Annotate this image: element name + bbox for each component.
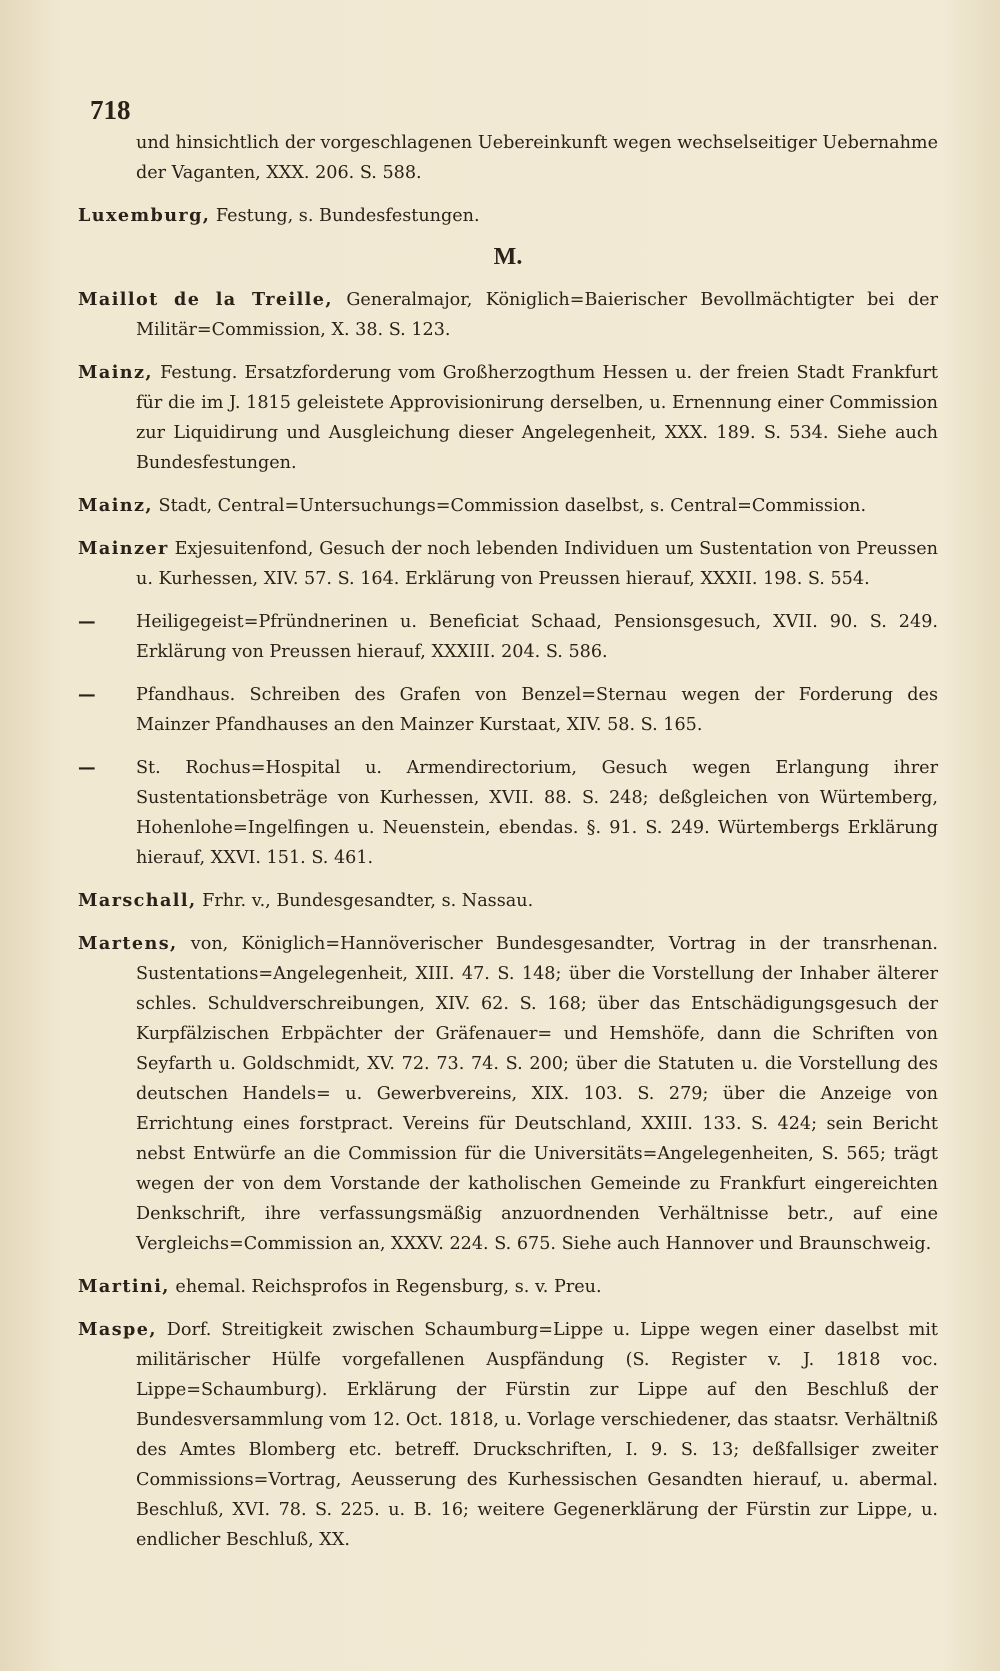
entry-text: Dorf. Streitigkeit zwischen Schaumburg=Lippe u. Lippe wegen einer daselbst mit militärischer Hülfe vorgefallenen Auspfändung (S. Register v. J. 1818 voc. Lippe=Schaumburg). Erklärung der Fürstin zur Lippe auf den Beschluß der Bundesversammlung vom 12. Oct. 1818, u. Vorlage verschiedener, das staatsr. Verhältniß des Amtes Blomberg etc. betreff. Druckschriften, I. 9. S. 13; deßfallsiger zweiter Commissions=Vortrag, Aeusserung des Kurhessischen Gesandten hierauf, u. abermal. Beschluß, XVI. 78. S. 225. u. B. 16; weitere Gegenerklärung der Fürstin zur Lippe, u. endlicher Beschluß, XX.: [136, 1320, 938, 1550]
entry-text: Festung. Ersatzforderung vom Großherzogthum Hessen u. der freien Stadt Frankfurt für die im J. 1815 geleistete Approvisionirung derselben, u. Ernennung einer Commission zur Liquidirung und Ausgleichung dieser Angelegenheit, XXX. 189. S. 534. Siehe auch Bundesfestungen.: [136, 363, 938, 473]
entry-headword: Mainzer: [78, 538, 169, 559]
entry-headword: Mainz,: [78, 362, 153, 383]
entry-text: von, Königlich=Hannöverischer Bundesgesandter, Vortrag in der transrhenan. Sustentations=Angelegenheit, XIII. 47. S. 148; über die Vorstellung der Inhaber älterer schles. Schuldverschreibungen, XIV. 62. S. 168; über das Entschädigungsgesuch der Kurpfälzischen Erbpächter der Gräfenauer= und Hemshöfe, dann die Schriften von Seyfarth u. Goldschmidt, XV. 72. 73. 74. S. 200; über die Statuten u. die Vorstellung des deutschen Handels= u. Gewerbvereins, XIX. 103. S. 279; über die Anzeige von Errichtung eines forstpract. Vereins für Deutschland, XXIII. 133. S. 424; sein Bericht nebst Entwürfe an die Commission für die Universitäts=Angelegenheiten, S. 565; trägt wegen der von dem Vorstande der katholischen Gemeinde zu Frankfurt eingereichten Denkschrift, ihre verfassungsmäßig anzuordnenden Verhältnisse betr., auf eine Vergleichs=Commission an, XXXV. 224. S. 675. Siehe auch Hannover und Braunschweig.: [136, 934, 938, 1254]
index-entry: [78, 929, 938, 1259]
entry-text: Frhr. v., Bundesgesandter, s. Nassau.: [196, 891, 534, 911]
index-entry: [78, 534, 938, 594]
index-entry: [78, 1315, 938, 1555]
entry-text: Stadt, Central=Untersuchungs=Commission daselbst, s. Central=Commission.: [152, 496, 867, 516]
index-entries: [78, 128, 938, 1555]
sub-entry: [78, 607, 938, 667]
index-entry: [78, 491, 938, 521]
entry-headword: Maspe,: [78, 1319, 157, 1340]
entry-text: Generalmajor, Königlich=Baierischer Bevollmächtigter bei der Militär=Commission, X. 38. S. 123.: [136, 290, 938, 340]
index-entry: [78, 285, 938, 345]
entry-text: Festung, s. Bundesfestungen.: [210, 206, 480, 226]
entry-headword: Martini,: [78, 1276, 170, 1297]
entry-headword: Marschall,: [78, 890, 197, 911]
sub-entry: [78, 753, 938, 873]
sub-entry-dash: —: [78, 757, 96, 778]
entry-text: ehemal. Reichsprofos in Regensburg, s. v. Preu.: [169, 1277, 602, 1297]
entry-text: Pfandhaus. Schreiben des Grafen von Benzel=Sternau wegen der Forderung des Mainzer Pfandhauses an den Mainzer Kurstaat, XIV. 58. S. 165.: [136, 685, 938, 735]
entry-continuation: und hinsichtlich der vorgeschlagenen Uebereinkunft wegen wechselseitiger Uebernahme der Vaganten, XXX. 206. S. 588.: [136, 133, 938, 183]
index-entry: [78, 358, 938, 478]
sub-entry: [78, 680, 938, 740]
entry-headword: Maillot de la Treille,: [78, 289, 333, 310]
index-entry: [78, 201, 938, 231]
index-entry: [78, 886, 938, 916]
entry-text: St. Rochus=Hospital u. Armendirectorium, Gesuch wegen Erlangung ihrer Sustentationsbeträge von Kurhessen, XVII. 88. S. 248; deßgleichen von Würtemberg, Hohenlohe=Ingelfingen u. Neuenstein, ebendas. §. 91. S. 249. Würtembergs Erklärung hierauf, XXVI. 151. S. 461.: [136, 758, 938, 868]
entry-headword: Martens,: [78, 933, 178, 954]
sub-entry-dash: —: [78, 611, 96, 632]
entry-headword: Mainz,: [78, 495, 153, 516]
index-entry: [78, 1272, 938, 1302]
sub-entry-dash: —: [78, 684, 96, 705]
entry-text: Heiligegeist=Pfründnerinen u. Beneficiat Schaad, Pensionsgesuch, XVII. 90. S. 249. Erklärung von Preussen hierauf, XXXIII. 204. S. 586.: [136, 612, 938, 662]
section-letter: M.: [493, 244, 523, 270]
entry-headword: Luxemburg,: [78, 205, 211, 226]
page-number: 718: [90, 95, 131, 125]
entry-text: Exjesuitenfond, Gesuch der noch lebenden Individuen um Sustentation von Preussen u. Kurhessen, XIV. 57. S. 164. Erklärung von Preussen hierauf, XXXII. 198. S. 554.: [136, 539, 938, 589]
